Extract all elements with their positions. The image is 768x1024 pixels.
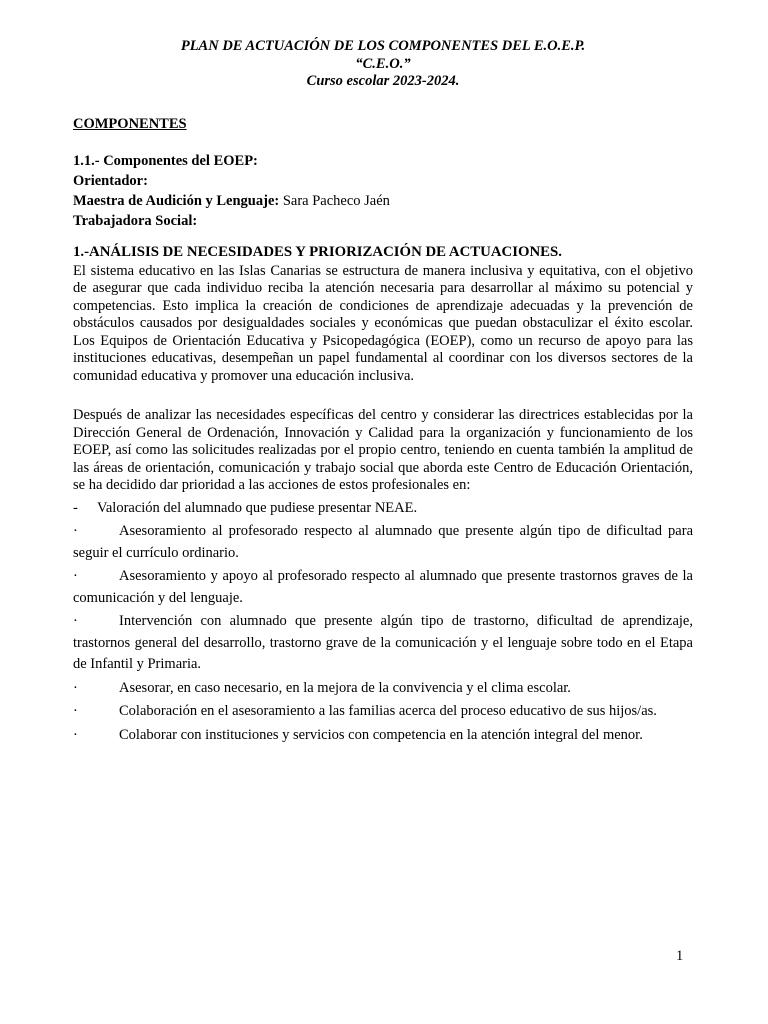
list-item — [73, 725, 693, 747]
dot-bullet: · — [73, 568, 78, 584]
analysis-paragraph-2: Después de analizar las necesidades específicas del centro y considerar las directrices establecidas por la Dirección General de Ordenación, Innovación y Calidad para la organización y funcionamiento de los EOEP, así como las solicitudes realizadas por el propio centro, teniendo en cuenta también la amplitud de las áreas de orientación, comunicación y trabajo social que aborda este Centro de Educación Orientación, se ha decidido dar prioridad a las acciones de estos profesionales en: — [73, 407, 693, 493]
list-item — [73, 498, 693, 520]
trabajadora-label: Trabajadora Social: — [73, 212, 198, 229]
list-item — [73, 611, 693, 676]
document-page — [73, 38, 693, 748]
list-item-text: Asesoramiento y apoyo al profesorado respecto al alumnado que presente trastornos graves de la comunicación y del lenguaje. — [73, 568, 693, 606]
components-block — [73, 151, 693, 231]
analysis-heading: 1.-ANÁLISIS DE NECESIDADES Y PRIORIZACIÓN DE ACTUACIONES. — [73, 243, 562, 260]
list-item — [73, 701, 693, 723]
list-item — [73, 521, 693, 564]
dot-bullet: · — [73, 679, 78, 696]
list-item-text: Colaborar con instituciones y servicios con competencia en la atención integral del menor. — [119, 726, 643, 743]
list-item-text: Intervención con alumnado que presente algún tipo de trastorno, dificultad de aprendizaje, trastornos general del desarrollo, trastorno grave de la comunicación y el lenguaje sobre todo en el Etapa de Infantil y Primaria. — [73, 613, 693, 672]
dot-bullet: · — [73, 523, 78, 539]
priority-actions-list — [73, 498, 693, 747]
maestra-label: Maestra de Audición y Lenguaje: — [73, 192, 280, 209]
dash-bullet: - — [73, 499, 78, 516]
list-item-text: Colaboración en el asesoramiento a las familias acerca del proceso educativo de sus hijos/as. — [119, 703, 657, 719]
document-header — [73, 38, 693, 91]
document-title: PLAN DE ACTUACIÓN DE LOS COMPONENTES DEL E.O.E.P. — [180, 38, 586, 54]
components-subheading: 1.1.- Componentes del EOEP: — [73, 152, 258, 169]
school-year: Curso escolar 2023-2024. — [306, 73, 460, 89]
page-number: 1 — [676, 948, 684, 964]
dot-bullet: · — [73, 613, 78, 629]
center-name: “C.E.O.” — [355, 55, 411, 72]
list-item — [73, 678, 693, 700]
dot-bullet: · — [73, 703, 78, 719]
maestra-name: Sara Pacheco Jaén — [282, 192, 390, 209]
list-item-text: Valoración del alumnado que pudiese presentar NEAE. — [97, 499, 418, 516]
list-item-text: Asesoramiento al profesorado respecto al alumnado que presente algún tipo de dificultad para seguir el currículo ordinario. — [73, 523, 693, 561]
orientador-label: Orientador: — [73, 172, 148, 189]
dot-bullet: · — [73, 726, 78, 743]
list-item-text: Asesorar, en caso necesario, en la mejora de la convivencia y el clima escolar. — [119, 679, 571, 696]
components-heading: COMPONENTES — [73, 115, 187, 132]
analysis-paragraph-1: El sistema educativo en las Islas Canarias se estructura de manera inclusiva y equitativa, con el objetivo de asegurar que cada individuo reciba la atención necesaria para desarrollar al máximo su potencial y competencias. Esto implica la creación de condiciones de aprendizaje adecuadas y la prevención de obstáculos causados por desigualdades sociales y económicas que puedan obstaculizar el éxito escolar. Los Equipos de Orientación Educativa y Psicopedagógica (EOEP), como un recurso de apoyo para las instituciones educativas, desempeñan un papel fundamental al coordinar con los diversos sectores de la comunidad educativa y promover una educación inclusiva. — [73, 262, 693, 384]
list-item — [73, 566, 693, 609]
